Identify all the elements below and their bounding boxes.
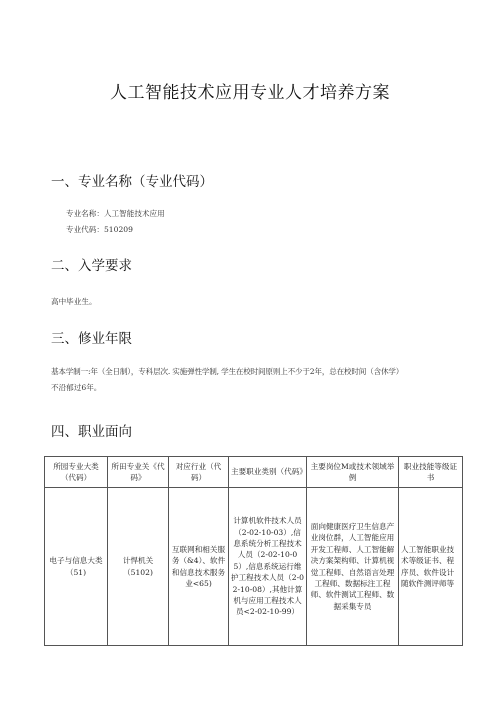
header-major-class: 所田专业关《代码》 [108,457,169,488]
study-years-line-2: 不沿郁过6年。 [51,383,102,392]
header-major-category: 所园专业大类（代码） [45,457,108,488]
cell-major-category: 电子与信息大类（51) [45,488,108,646]
study-years-line-1: 基本学制一:年（全日制），专科层次. 实施弹性学制, 学生在校时间原则上不少于2年，总在校时间（含休学） [51,367,404,376]
career-table [44,456,463,646]
document-title: 人工智能技术应用专业人才培养方案 [110,83,390,103]
cell-major-class: 计悍机关（5102) [108,488,169,646]
major-code-text: 专业代码：510209 [66,225,133,234]
table-header-row [45,457,463,488]
section-heading-career: 四、职业面向 [51,424,132,440]
header-occupation: 主要职业类别（代码》 [229,457,307,488]
section-heading-admission: 二、入学要求 [51,258,132,274]
section-heading-major-name: 一、专业名称（专业代码） [51,174,213,190]
cell-certificates: 人工智能职业技术等级证书、程序员、软件设计随软件测评师等 [399,488,463,646]
cell-positions: 面向健康医疗卫生信息产业岗位群，人工智能应用开发工程师、人工智能解决方案架构师、计算机视觉工程师、自然语言处理工程师、数据标注工程师、软件测试工程师、数据采集专员 [307,488,399,646]
table-row [45,488,463,646]
cell-occupation: 计算机软件技术人员（2-02-10-03）,信息系统分析工程技术人员（2-02-10-05）,信息系统运行维护工程技术人员（2-02-10-08）,其他计算机与应用工程技术人员<2-02-10-99） [229,488,307,646]
cell-industry: 互联网和相关服务（&4）、软件和信息技术服务业<65) [169,488,229,646]
admission-text: 高中毕业生。 [51,297,97,306]
section-heading-study-years: 三、修业年限 [51,331,132,347]
header-certificates: 职业技能等级证书 [399,457,463,488]
header-positions: 主要岗位M或技术领域举例 [307,457,399,488]
major-name-text: 专业名称：人工智能技术应用 [66,209,165,218]
header-industry: 对应行业（代码） [169,457,229,488]
